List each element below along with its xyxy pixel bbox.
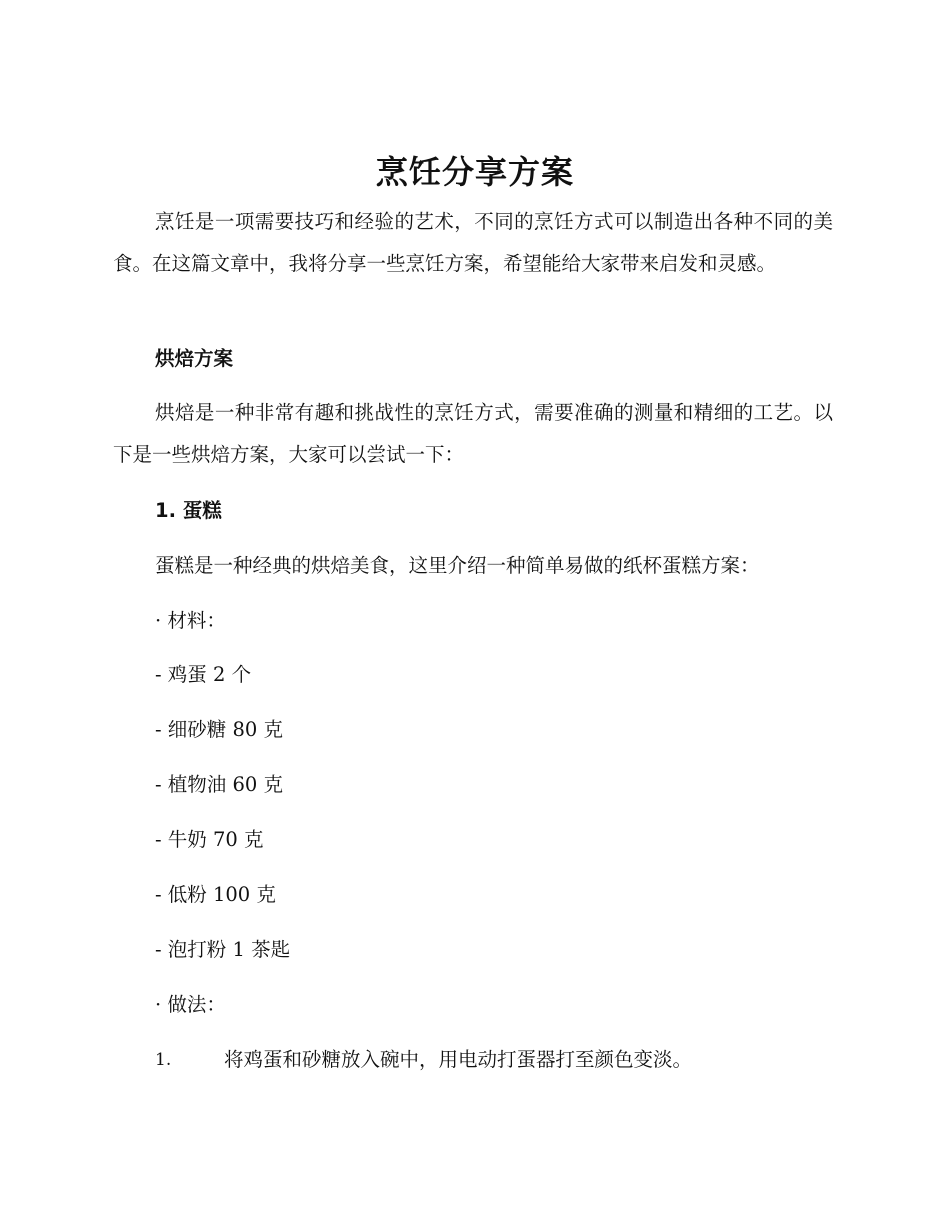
material-item: - 鸡蛋 2 个: [155, 663, 252, 686]
material-item: - 牛奶 70 克: [155, 828, 264, 851]
material-item: - 泡打粉 1 茶匙: [155, 938, 291, 961]
document-title: 烹饪分享方案: [375, 153, 574, 191]
section-intro-paragraph: 烘焙是一种非常有趣和挑战性的烹饪方式，需要准确的测量和精细的工艺。以下是一些烘焙方案，大家可以尝试一下：: [113, 401, 833, 466]
step-text: 将鸡蛋和砂糖放入碗中，用电动打蛋器打至颜色变淡。: [224, 1048, 693, 1071]
method-label: · 做法：: [155, 993, 226, 1016]
materials-label: · 材料：: [155, 609, 226, 632]
step-number: 1.: [155, 1050, 172, 1070]
subsection-intro: 蛋糕是一种经典的烘焙美食，这里介绍一种简单易做的纸杯蛋糕方案：: [155, 554, 760, 577]
subsection-heading: 1. 蛋糕: [155, 499, 222, 522]
material-item: - 细砂糖 80 克: [155, 718, 283, 741]
material-item: - 植物油 60 克: [155, 773, 283, 796]
material-item: - 低粉 100 克: [155, 883, 276, 906]
section-heading: 烘焙方案: [155, 347, 234, 370]
intro-paragraph: 烹饪是一项需要技巧和经验的艺术，不同的烹饪方式可以制造出各种不同的美食。在这篇文章中，我将分享一些烹饪方案，希望能给大家带来启发和灵感。: [113, 210, 833, 275]
